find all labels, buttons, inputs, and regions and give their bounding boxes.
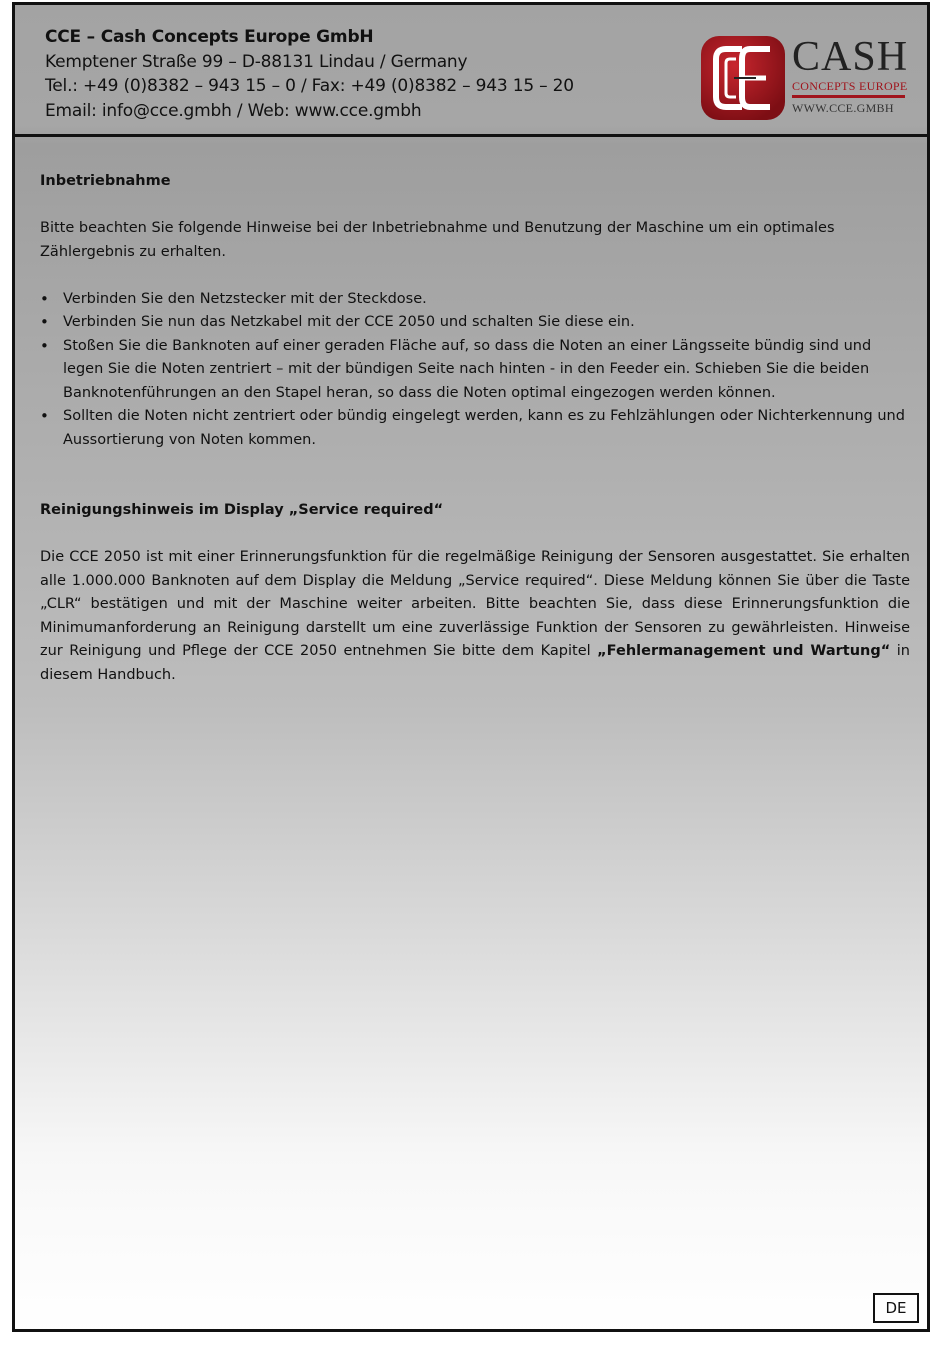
logo-website: WWW.CCE.GMBH <box>792 101 894 115</box>
body-text-end: in diesem Handbuch. <box>40 643 911 683</box>
cce-logo-mark-icon <box>700 35 786 121</box>
chapter-reference: „Fehlermanagement und Wartung“ <box>597 643 891 659</box>
page-frame <box>12 2 930 1332</box>
company-logo <box>700 35 910 121</box>
body-text: Die CCE 2050 ist mit einer Erinnerungsfunktion für die regelmäßige Reinigung der Sensoren ausgestattet. Sie erhalten alle 1.000.000 Banknoten auf dem Display die Meldung „Service required“. Diese Meldung können Sie über die Taste „CLR“ bestätigen und mit der Maschine weiter arbeiten. Bitte beachten Sie, dass diese Erinnerungsfunktion die Minimumanforderung an Reinigung darstellt um eine zuverlässige Funktion der Sensoren zu gewährleisten. Hinweise zur Reinigung und Pflege der CCE 2050 entnehmen Sie bitte dem Kapitel <box>40 549 910 659</box>
letterhead <box>15 5 927 137</box>
company-phone-fax: Tel.: +49 (0)8382 – 943 15 – 0 / Fax: +49 (0)8382 – 943 15 – 20 <box>45 76 574 96</box>
list-item: • Stoßen Sie die Banknoten auf einer geraden Fläche auf, so dass die Noten an einer Längsseite bündig sind und legen Sie die Noten zentriert – mit der bündigen Seite nach hinten - in den Feeder ein. Schieben Sie die beiden Banknotenführungen an den Stapel heran, so dass die Noten optimal eingezogen werden können. <box>63 335 910 406</box>
language-badge: DE <box>873 1293 919 1323</box>
section-heading-inbetriebnahme: Inbetriebnahme <box>40 173 171 189</box>
logo-subline: CONCEPTS EUROPE <box>792 79 908 93</box>
document-body <box>40 170 910 687</box>
list-item: • Verbinden Sie den Netzstecker mit der Steckdose. <box>63 288 910 312</box>
section-heading-reinigung: Reinigungshinweis im Display „Service required“ <box>40 502 444 518</box>
company-name: CCE – Cash Concepts Europe GmbH <box>45 27 374 47</box>
logo-divider <box>792 95 905 98</box>
list-item: • Sollten die Noten nicht zentriert oder bündig eingelegt werden, kann es zu Fehlzählungen oder Nichterkennung und Aussortierung von Noten kommen. <box>63 405 910 452</box>
section-intro: Bitte beachten Sie folgende Hinweise bei der Inbetriebnahme und Benutzung der Maschine um ein optimales Zählergebnis zu erhalten. <box>40 220 835 260</box>
company-address: Kemptener Straße 99 – D-88131 Lindau / Germany <box>45 52 468 72</box>
logo-wordmark: CASH <box>792 34 909 80</box>
section-body-reinigung <box>40 546 910 687</box>
company-email-web: Email: info@cce.gmbh / Web: www.cce.gmbh <box>45 101 422 121</box>
list-item: • Verbinden Sie nun das Netzkabel mit der CCE 2050 und schalten Sie diese ein. <box>63 311 910 335</box>
instruction-list <box>40 288 910 453</box>
